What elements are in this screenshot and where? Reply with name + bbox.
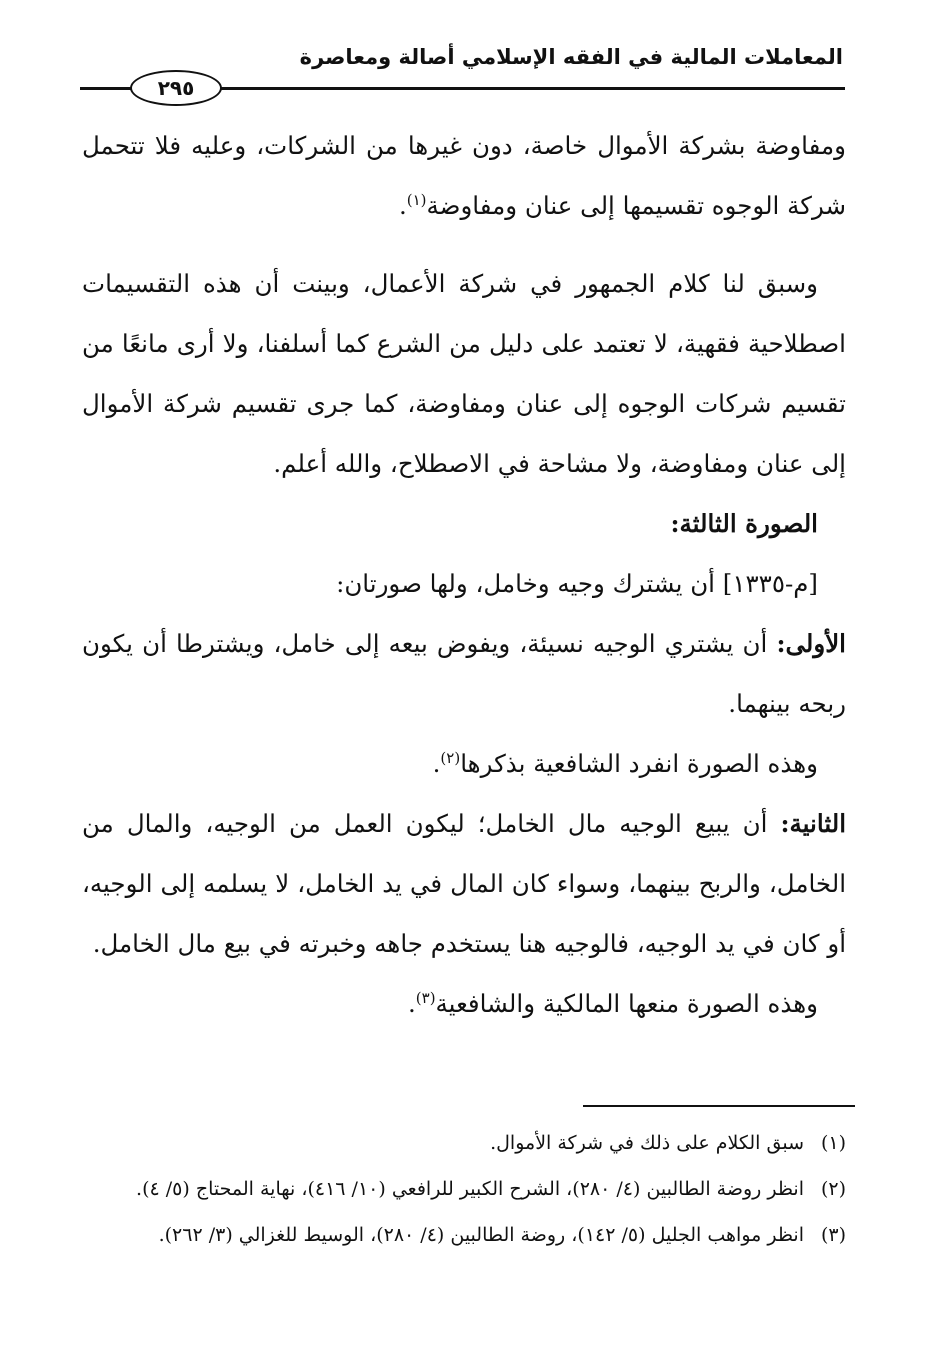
footnote-ref-2: (٢) [440, 749, 461, 767]
footnote-2-text: انظر روضة الطالبين (٤/ ٢٨٠)، الشرح الكبير للرافعي (١٠/ ٤١٦)، نهاية المحتاج (٥/ ٤). [136, 1178, 804, 1200]
footnote-1 [88, 1126, 850, 1160]
footnote-3-number: (٣) [820, 1224, 846, 1246]
footnote-2-number: (٢) [820, 1178, 846, 1200]
footnote-separator [583, 1105, 855, 1107]
footnote-3 [88, 1218, 850, 1252]
paragraph-6 [82, 794, 846, 974]
paragraph-7-text: وهذه الصورة منعها المالكية والشافعية [435, 989, 818, 1018]
footnote-ref-1: (١) [406, 191, 427, 209]
paragraph-3: [م-١٣٣٥] أن يشترك وجيه وخامل، ولها صورتان: [336, 569, 818, 598]
paragraph-6-lead: الثانية: [780, 809, 847, 838]
paragraph-1-end: . [398, 191, 407, 220]
footnotes [88, 1126, 850, 1264]
paragraph-2: وسبق لنا كلام الجمهور في شركة الأعمال، وبينت أن هذه التقسيمات اصطلاحية فقهية، لا تعتمد على دليل من الشرع كما أسلفنا، ولا أرى مانعًا من تقسيم شركات الوجوه إلى عنان ومفاوضة، كما جرى تقسيم شركة الأموال إلى عنان ومفاوضة، ولا مشاحة في الاصطلاح، والله أعلم. [82, 269, 846, 478]
paragraph-7 [82, 974, 846, 1034]
running-title: المعاملات المالية في الفقه الإسلامي أصالة ومعاصرة [299, 45, 843, 69]
paragraph-4-text: أن يشتري الوجيه نسيئة، ويفوض بيعه إلى خامل، ويشترطا أن يكون ربحه بينهما. [82, 629, 846, 718]
footnote-1-text: سبق الكلام على ذلك في شركة الأموال. [490, 1132, 804, 1154]
section-heading: الصورة الثالثة: [670, 509, 818, 538]
paragraph-1 [82, 116, 846, 236]
paragraph-5 [82, 734, 846, 794]
paragraph-4-lead: الأولى: [776, 629, 846, 658]
footnote-2 [88, 1172, 850, 1206]
paragraph-1-text: ومفاوضة بشركة الأموال خاصة، دون غيرها من الشركات، وعليه فلا تتحمل شركة الوجوه تقسيمها إلى عنان ومفاوضة [82, 131, 846, 220]
paragraph-7-end: . [407, 989, 416, 1018]
paragraph-5-end: . [432, 749, 441, 778]
page-number: ٢٩٥ [130, 70, 222, 106]
main-text [82, 116, 846, 1034]
paragraph-5-text: وهذه الصورة انفرد الشافعية بذكرها [460, 749, 818, 778]
paragraph-4 [82, 614, 846, 734]
footnote-1-number: (١) [820, 1132, 846, 1154]
footnote-3-text: انظر مواهب الجليل (٥/ ١٤٢)، روضة الطالبين (٤/ ٢٨٠)، الوسيط للغزالي (٣/ ٢٦٢). [158, 1224, 804, 1246]
paragraph-6-text: أن يبيع الوجيه مال الخامل؛ ليكون العمل من الوجيه، والمال من الخامل، والربح بينهما، وسواء كان المال في يد الخامل، لا يسلمه إلى الوجيه، أو كان في يد الوجيه، فالوجيه هنا يستخدم جاهه وخبرته في بيع مال الخامل. [82, 809, 846, 958]
footnote-ref-3: (٣) [415, 989, 436, 1007]
